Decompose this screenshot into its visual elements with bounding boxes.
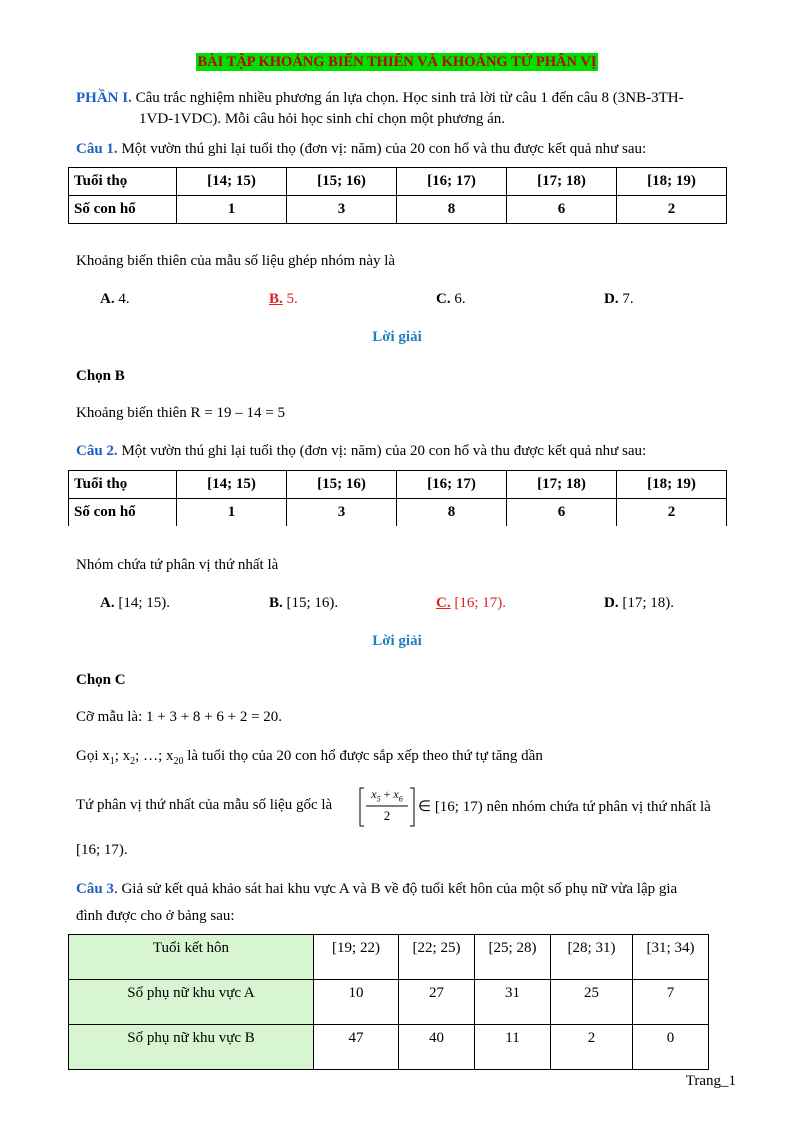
table-cell: 3 [287, 196, 397, 224]
table-cell: [15; 16) [287, 471, 397, 499]
table-row [69, 196, 727, 224]
part1-text-line2: 1VD-1VDC). Mỗi câu hỏi học sinh chỉ chọn một phương án. [139, 111, 506, 127]
q1-solution-heading: Lời giải [372, 329, 422, 345]
q1-choice: Chọn B [76, 368, 125, 384]
q1-statement [76, 141, 646, 158]
table-cell: [18; 19) [617, 168, 727, 196]
table-cell: [15; 16) [287, 168, 397, 196]
q3-statement [76, 881, 738, 898]
part1-label: PHẦN I. [76, 90, 132, 106]
table-cell: 40 [399, 1025, 475, 1070]
q2-choice: Chọn C [76, 672, 126, 688]
q3-table [68, 934, 709, 1070]
table-row [69, 499, 727, 527]
table-cell: [16; 17) [397, 471, 507, 499]
table-cell: 47 [314, 1025, 399, 1070]
q2-quartile-formula [358, 786, 414, 826]
table-cell: [22; 25) [399, 935, 475, 980]
table-cell: 3 [287, 499, 397, 527]
q1-label: Câu 1. [76, 141, 118, 157]
table-row [69, 168, 727, 196]
table-cell: 8 [397, 499, 507, 527]
part1-intro [76, 88, 736, 109]
table-row [69, 471, 727, 499]
table-cell: [28; 31) [551, 935, 633, 980]
table-cell: Tuổi thọ [69, 168, 177, 196]
table-cell: Số phụ nữ khu vực A [69, 980, 314, 1025]
page-title: BÀI TẬP KHOẢNG BIẾN THIÊN VÀ KHOẢNG TỨ PHÂN VỊ [197, 54, 597, 70]
q2-option-d: D. [17; 18). [604, 595, 675, 611]
q2-label: Câu 2. [76, 443, 118, 459]
q1-text: Một vườn thú ghi lại tuổi thọ (đơn vị: năm) của 20 con hổ và thu được kết quả như sau: [121, 141, 647, 157]
q3-text-line2: đình được cho ở bảng sau: [76, 908, 235, 924]
table-cell: 0 [633, 1025, 709, 1070]
table-cell: [18; 19) [617, 471, 727, 499]
table-cell: [14; 15) [177, 168, 287, 196]
q2-quartile-conclusion: ∈ [16; 17) nên nhóm chứa tứ phân vị thứ nhất là [418, 799, 711, 815]
q3-text-line1: . Giả sử kết quả khảo sát hai khu vực A và B về độ tuổi kết hôn của một số phụ nữ vừa lập gia [113, 881, 678, 897]
page-number: Trang_1 [685, 1073, 736, 1089]
q2-sample-size: Cỡ mẫu là: 1 + 3 + 8 + 6 + 2 = 20. [76, 709, 283, 725]
q1-table [68, 167, 727, 224]
q1-prompt: Khoảng biến thiên của mẫu số liệu ghép nhóm này là [76, 253, 396, 269]
table-cell: Tuổi thọ [69, 471, 177, 499]
table-row [69, 935, 709, 980]
table-cell: 27 [399, 980, 475, 1025]
q2-solution-heading: Lời giải [372, 633, 422, 649]
table-cell: 8 [397, 196, 507, 224]
table-cell: [16; 17) [397, 168, 507, 196]
table-cell: 1 [177, 196, 287, 224]
table-cell: 1 [177, 499, 287, 527]
table-cell: 25 [551, 980, 633, 1025]
table-cell: 2 [617, 196, 727, 224]
q1-option-c: C. 6. [436, 291, 466, 307]
q2-quartile-text: Tứ phân vị thứ nhất của mẫu số liệu gốc là [76, 797, 333, 813]
q2-option-a: A. [14; 15). [100, 595, 171, 611]
table-cell: Tuổi kết hôn [69, 935, 314, 980]
table-cell: Số con hổ [69, 196, 177, 224]
table-row [69, 980, 709, 1025]
table-row [69, 1025, 709, 1070]
q1-option-b: B. 5. [269, 291, 298, 307]
table-cell: [31; 34) [633, 935, 709, 980]
q1-explanation: Khoảng biến thiên R = 19 – 14 = 5 [76, 405, 285, 421]
q2-text: Một vườn thú ghi lại tuổi thọ (đơn vị: năm) của 20 con hổ và thu được kết quả như sau: [121, 443, 647, 459]
table-cell: 6 [507, 196, 617, 224]
q2-ordering: Gọi $x_1$; $x_2$; …; $x_{20}$ là tuổi thọ của 20 con hổ được sắp xếp theo thứ tự tăng dần [76, 748, 543, 767]
q1-option-a: A. 4. [100, 291, 130, 307]
q2-table [68, 470, 727, 526]
table-cell: [17; 18) [507, 168, 617, 196]
table-cell: 7 [633, 980, 709, 1025]
q2-option-b: B. [15; 16). [269, 595, 339, 611]
q2-statement [76, 443, 646, 460]
q2-option-c: C. [16; 17). [436, 595, 507, 611]
table-cell: 2 [617, 499, 727, 527]
part1-text-line1: Câu trắc nghiệm nhiều phương án lựa chọn. Học sinh trả lời từ câu 1 đến câu 8 (3NB-3TH- [135, 90, 684, 106]
table-cell: Số phụ nữ khu vực B [69, 1025, 314, 1070]
q2-prompt: Nhóm chứa tứ phân vị thứ nhất là [76, 557, 279, 573]
table-cell: 10 [314, 980, 399, 1025]
table-cell: [17; 18) [507, 471, 617, 499]
q1-option-d: D. 7. [604, 291, 634, 307]
q3-label: Câu 3 [76, 881, 114, 897]
table-cell: 11 [475, 1025, 551, 1070]
table-cell: [25; 28) [475, 935, 551, 980]
fraction-denominator: 2 [383, 808, 391, 823]
table-cell: Số con hổ [69, 499, 177, 527]
table-cell: [19; 22) [314, 935, 399, 980]
fraction-numerator: $x_5 + x_6$ [371, 787, 403, 804]
table-cell: [14; 15) [177, 471, 287, 499]
table-cell: 6 [507, 499, 617, 527]
table-cell: 31 [475, 980, 551, 1025]
q2-answer-group: [16; 17). [76, 842, 128, 858]
table-cell: 2 [551, 1025, 633, 1070]
